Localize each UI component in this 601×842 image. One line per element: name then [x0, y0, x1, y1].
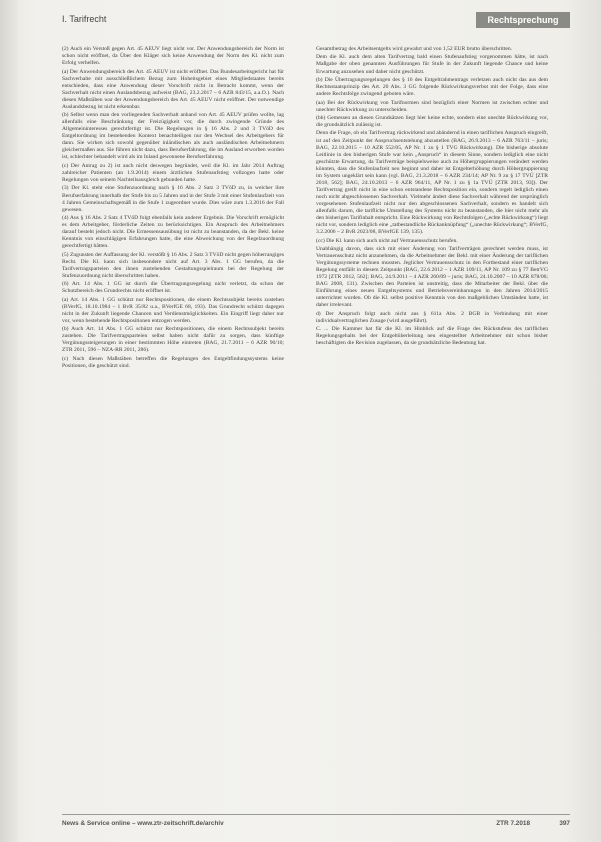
paragraph: Gesamtbetrag des Arbeitsentgelts wird gewahrt und von 1,52 EUR brutto überschritten.	[316, 46, 513, 52]
paragraph: (a) Der Anwendungsbereich des Art. 45 AEUV ist nicht eröffnet. Das Bundesarbeitsgericht hat für Sachverhalte mit ausschließlichem Bezug zum Hoheitsgebiet eines Mitgliedstaates bereits entschieden, dass eine Anwendung dieser Vorschrift nicht in Betracht kommt, wenn der Sachverhalt nicht einen Auslandsbezug aufweist (BAG, 23.2.2017 – 6 AZR 843/15, a.a.O.). Nach diesen Maßstäben war der Anwendungsbereich des Art. 45 AEUV nicht eröffnet. Der notwendige Auslandsbezug ist nicht erkennbar.	[62, 68, 284, 110]
paragraph: (c) Der Antrag zu 2) ist auch nicht deswegen begründet, weil die Kl. im Jahr 2014 Auftrag zahlreicher Patienten (an 1.9.2014) einem ärztlichen Stufenaufstieg vollzogen hatte oder Regelungen von seinem Nachteilsausgleich gebunden hatte.	[62, 162, 284, 184]
paragraph: C. ... Die Kammer hat für die Kl. im Hinblick auf die Frage des Rückstufens des tariflichen Regelungsgehalts bei der Entgeltüberleitung neu eingestellter Arbeitnehmer mit schon bisher beschäftigten die Revision zugelassen, da sie grundsätzliche Bedeutung hat.	[316, 326, 548, 347]
section-label: I. Tarifrecht	[62, 14, 107, 24]
paragraph: (c) Nach diesen Maßstäben betreffen die Regelungen des Entgeltfindungssystems keine Positionen, die geschützt sind.	[62, 355, 284, 369]
paragraph: (aa) Bei der Rückwirkung von Tarifnormen sind bezüglich einer Normen ist zwischen echter und unechter Rückwirkung zu unterscheiden.	[316, 99, 548, 113]
paragraph: (5) Zugunsten der Auffassung der Kl. verstößt § 16 Abs. 2 Satz 3 TVöD nicht gegen höherrangiges Recht. Die Kl. kann sich insbesondere nicht auf Art. 3 Abs. 1 GG berufen, da die Tarifvertragsparteien den ihnen zustehenden Gestaltungsspielraum bei der Regelung der Stufenzuordnung nicht überschritten haben.	[62, 251, 284, 279]
paragraph: Dem die Kl. auch dem alten Tarifvertrag bald einen Stufenaufstieg vorgenommen hätte, ist nach Maßgabe der oben genannten Ausführungen für Stufe in der Zukunft liegende Chance und keine Erwartung anzusehen und daher nicht geschützt.	[316, 54, 548, 75]
paragraph: (a) Art. 14 Abs. 1 GG schützt nur Rechtspositionen, die einem Rechtssubjekt bereits zustehen (BVerfG, 18.10.1984 – 1 BvR 35/82 u.a., BVerfGE 68, 193). Das Grundrecht schützt dagegen nicht in der Zukunft liegende Chancen und Verdienstmöglichkeiten. Ein Eingriff liegt daher nur vor, wenn bestehende Rechtspositionen entzogen werden.	[62, 296, 284, 324]
paragraph: d) Der Anspruch folgt auch nicht aus § 611a Abs. 2 BGB in Verbindung mit einer individualvertraglichen Zusage (wird ausgeführt).	[316, 310, 548, 324]
page-gutter-shadow	[0, 0, 18, 842]
paragraph: (cc) Die Kl. kann sich auch nicht auf Vertrauensschutz berufen.	[316, 237, 458, 244]
paragraph: (6) Art. 14 Abs. 1 GG ist durch die Übertragungsregelung nicht verletzt, da schon der Schutzbereich des Grundrechts nicht eröffnet ist.	[62, 281, 284, 295]
paragraph: (bb) Gemessen an diesen Grundsätzen liegt hier keine echte, sondern eine unechte Rückwirkung vor, die grundsätzlich zulässig ist.	[316, 114, 548, 129]
page-header	[62, 12, 570, 30]
right-text-column	[316, 46, 548, 810]
page-number: 397	[559, 820, 570, 827]
page-footer	[62, 814, 570, 831]
paragraph: (b) Die Übertragungsregelungen des § 16 des Entgeltrahmentrags verletzen auch nicht das aus dem Rechtsstaatsprinzip des Art. 20 Abs. 3 GG folgende Rückwirkungsverbot mit der Folge, dass eine andere Rechtsfolge zwingend geboten wäre.	[316, 76, 548, 98]
paragraph: (b) Selbst wenn man den vorliegenden Sachverhalt anhand von Art. 45 AEUV prüfen wollte, lag allenfalls eine Beschränkung der Freizügigkeit vor, die durch zwingende Gründe des Allgemeininteresses gerechtfertigt ist. Die Regelungen in § 16 Abs. 2 und 3 TVöD des Entgeltordnung im bestehenden Kontext benachteiligen nur den Wechsel des Arbeitgebers für dann. Sie wirken sich sowohl gegenüber inländischen als auch ausländischen Arbeitnehmern gleichermaßen aus. Sie führen nicht dazu, dass Berufserfahrung, die im Ausland erworben worden ist, schlechter behandelt wird als im Inland gewonnene Berufserfahrung.	[62, 112, 284, 161]
footer-news-link[interactable]: News & Service online – www.ztr-zeitschrift.de/archiv	[62, 820, 224, 827]
paragraph: (4) Aus § 16 Abs. 2 Satz 4 TVöD folgt ebenfalls kein anderer Ergebnis. Die Vorschrift ermöglicht es dem Arbeitgeber, förderliche Zeiten zu berücksichtigen. Ein Anspruch des Arbeitnehmers darauf besteht jedoch nicht. Die Ermessensausübung ist nicht zu beanstanden, da der Bekl. keine Kenntnis von einschlägigen Erfahrungen hatte, die eine Abweichung von der Regelzuordnung gerechtfertigt hätten.	[62, 215, 284, 250]
paragraph: (b) Auch Art. 14 Abs. 1 GG schützt nur Rechtspositionen, die einem Rechtssubjekt bereits zustehen. Die Tarifvertragsparteien selbst haben nicht dafür zu sorgen, dass künftige Vergütungssteigerungen in einer bestimmten Höhe eintreten (BAG, 21.7.2011 – 6 AZR 90/10; ZTR 2011, 596 – NZA-RR 2011, 286).	[62, 326, 284, 354]
paragraph: Unabhängig davon, dass sich mit einer Änderung von Tarifverträgen gerechnet werden muss, ist Vertrauensschutz nicht anzunehmen, da die Arbeitnehmer der Bekl. mit einer Änderung der tariflichen Vergütungssysteme rechnen mussten. Jeglicher Vertrauensschutz in den Fortbestand einer tariflichen Regelung entfällt in diesem Zeitpunkt (BAG, 22.6.2012 – 1 AZR 109/11, AP Nr. 109 zu § 77 BetrVG 1972 [ZTR 2012, 562]; BAG, 24.9.2011 – 4 AZR 260/09 – juris; BAG, 24.10.2007 – 10 AZR 878/06; BAG 2008, 131). Zwischen den Parteien ist unstreitig, dass die Mitarbeiter der Bekl. über die Einführung eines neuen Entgeltsystems und Betriebsvereinbarungen in den Jahren 2014/2015 unterrichtet wurden. Ob die Kl. selbst positive Kenntnis von den maßgeblichen Umständen hatte, ist daher irrelevant.	[316, 246, 548, 309]
paragraph: (2) Auch ein Verstoß gegen Art. 45 AEUV liegt nicht vor. Der Anwendungsbereich der Norm ist schon nicht eröffnet, da Über den Kläger sich keine Anwendung der Norm des Kl. nicht zum Erfolg verhelfen.	[62, 46, 284, 67]
paragraph: Denn die Frage, ob ein Tarifvertrag rückwirkend und abändernd in einen tariflichen Anspruch eingreift, ist auf den Zeitpunkt der Anspruchsentstehung abzustellen (BAG, 26.9.2013 – 6 AZR 763/11 – juris; BAG, 22.10.2015 – 10 AZR 552/05, AP Nr. 1 zu § 1 TVG Rückwirkung). Die bisherige absolute Leitlinie in den bisherigen Stufe war kein „Anspruch“ in diesem Sinne, sondern lediglich eine nicht geschützte Erwartung, da Tarifverträge beispielsweise auch zu Höhergruppierungen verändert werden könnten, dass die Stufenlaufzeit neu beginnt und daher ist Entgelterhöhung durch Höhergruppierung im System ungeklärt sein kann (vgl. BAG, 21.3.2018 – 6 AZR 234/14; AP Nr. 9 zu § 17 TVÜ [ZTR 2018, 562]; BAG, 24.10.2013 – 6 AZR 964/11, AP Nr. 1 zu § 1a TVÜ [ZTR 2013, 93]). Der Tarifvertrag greift nicht in eine schon entstandene Rechtsposition ein, sondern regelt lediglich einen noch nicht abgeschlossenen Sachverhalt. Vielmehr ändert diese Sachverhalt während der ursprünglich vorgesehenen Stufenlaufzeit nicht nur den abgeschlossenen Sachverhalt, sondern es handelt sich allenfalls darum, die tarifliche Umstellung des Systems nicht zu beanstanden, die hier nicht mehr als den bisherigen Tarifinhalt entspricht. Eine Rückwirkung von Rechtsfolgen („echte Rückwirkung“) liegt nicht vor, sondern lediglich eine „tatbestandliche Rückanknüpfung“ („unechte Rückwirkung“; BVerfG, 3.2.2006 – 2 BvR 2023/08, BVerfGE 139, 135).	[316, 130, 548, 236]
paragraph: (3) Der Kl. steht eine Stufenzuordnung nach § 16 Abs. 2 Satz 3 TVöD zu, in welcher ihre Berufserfahrung innerhalb der Stufe bis zu 5 Jahren und in der Stufe 3 mit einer Stufenlaufzeit von 4 Jahren Gemeinschaftsgemäß in die Stufe 1 zugeordnet wurde. Dies wäre zum 1.3.2016 der Fall gewesen.	[62, 185, 284, 213]
left-text-column	[62, 46, 284, 810]
rubric-badge: Rechtsprechung	[476, 12, 570, 28]
footer-magazine-issue: ZTR 7.2018	[496, 820, 530, 827]
